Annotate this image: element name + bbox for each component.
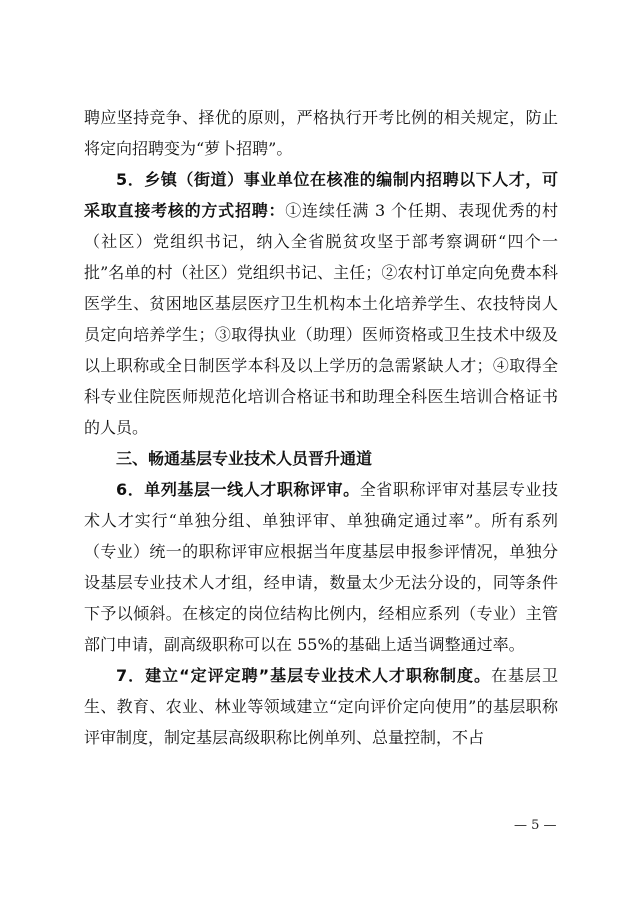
item-5-text: ①连续任满 3 个任期、表现优秀的村（社区）党组织书记，纳入全省脱贫攻坚于部考察调研“四个一批”名单的村（社区）党组织书记、主任；②农村订单定向免费本科医学生、贫困地区基层医疗卫生机构本土化培养学生、农技特岗人员定向培养学生；③取得执业（助理）医师资格或卫生技术中级及以上职称或全日制医学本科及以上学历的急需紧缺人才；④取得全科专业住院医师规范化培训合格证书和助理全科医生培训合格证书的人员。 bbox=[84, 201, 558, 437]
paragraph-item-6 bbox=[84, 474, 558, 660]
paragraph-item-7 bbox=[84, 660, 558, 753]
item-7-title: 7．建立“定评定聘”基层专业技术人才职称制度。 bbox=[116, 666, 491, 685]
document-body bbox=[84, 102, 558, 753]
item-6-title: 6．单列基层一线人才职称评审。 bbox=[116, 480, 360, 499]
item-5-title: 5．乡镇（街道）事业单位在核准的编制内招聘以下人才，可采取直接考核的方式招聘： bbox=[84, 170, 558, 220]
paragraph-item-5 bbox=[84, 164, 558, 443]
page-number: — 5 — bbox=[514, 818, 557, 833]
paragraph-continuation: 聘应坚持竞争、择优的原则，严格执行开考比例的相关规定，防止将定向招聘变为“萝卜招聘”。 bbox=[84, 108, 558, 158]
item-7-text: 在基层卫生、教育、农业、林业等领域建立“定向评价定向使用”的基层职称评审制度，制定基层高级职称比例单列、总量控制，不占 bbox=[84, 666, 558, 747]
item-6-text: 全省职称评审对基层专业技术人才实行“单独分组、单独评审、单独确定通过率”。所有系列（专业）统一的职称评审应根据当年度基层申报参评情况，单独分设基层专业技术人才组，经申请，数量太少无法分设的，同等条件下予以倾斜。在核定的岗位结构比例内，经相应系列（专业）主管部门申请，副高级职称可以在 55%的基础上适当调整通过率。 bbox=[84, 480, 558, 654]
section-heading-3: 三、畅通基层专业技术人员晋升通道 bbox=[116, 449, 373, 468]
